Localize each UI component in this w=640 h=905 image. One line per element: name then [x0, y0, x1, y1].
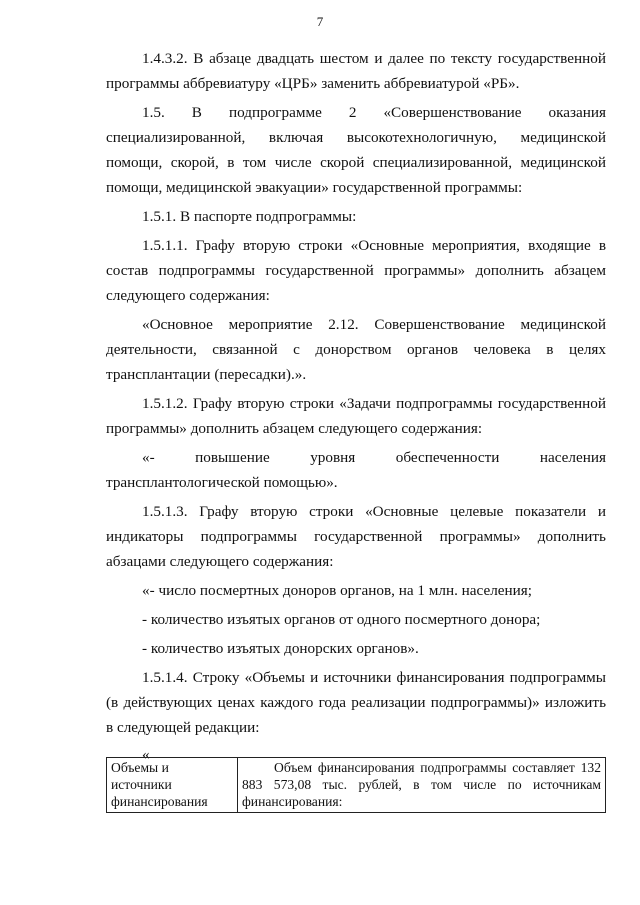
paragraph-1-5: 1.5. В подпрограмме 2 «Совершенствование оказания специализированной, включая высокотехнологичную, медицинской помощи, скорой, в том числе скорой специализированной, медицинской помощи, медицинской эвакуации» государственной программы: [106, 104, 606, 196]
finance-value-cell [238, 758, 606, 813]
indicator-item-1: «- число посмертных доноров органов, на 1 млн. населения; [142, 582, 532, 599]
table-row [107, 758, 606, 813]
indicator-item-3: - количество изъятых донорских органов». [142, 640, 419, 657]
quoted-task: «- повышение уровня обеспеченности населения трансплантологической помощью». [106, 449, 606, 491]
indicator-item-2: - количество изъятых органов от одного посмертного донора; [142, 611, 541, 628]
finance-table [106, 757, 606, 813]
paragraph-1-5-1: 1.5.1. В паспорте подпрограммы: [142, 208, 357, 225]
paragraph-1-5-1-2: 1.5.1.2. Графу вторую строки «Задачи подпрограммы государственной программы» дополнить абзацем следующего содержания: [106, 395, 606, 437]
opening-quote-mark: « [142, 746, 150, 763]
paragraph-1-5-1-3: 1.5.1.3. Графу вторую строки «Основные целевые показатели и индикаторы подпрограммы государственной программы» дополнить абзацами следующего содержания: [106, 503, 606, 570]
finance-label-cell: Объемы и источники финансирования [107, 758, 238, 813]
quoted-main-measure: «Основное мероприятие 2.12. Совершенствование медицинской деятельности, связанной с донорством органов человека в целях трансплантации (пересадки).». [106, 316, 606, 383]
document-body [106, 46, 606, 766]
paragraph-1-5-1-4: 1.5.1.4. Строку «Объемы и источники финансирования подпрограммы (в действующих ценах каждого года реализации подпрограммы)» изложить в следующей редакции: [106, 669, 606, 736]
paragraph-1-5-1-1: 1.5.1.1. Графу вторую строки «Основные мероприятия, входящие в состав подпрограммы государственной программы» дополнить абзацем следующего содержания: [106, 237, 606, 304]
page-number: 7 [316, 14, 324, 29]
paragraph-1-4-3-2: 1.4.3.2. В абзаце двадцать шестом и далее по тексту государственной программы аббревиатуру «ЦРБ» заменить аббревиатурой «РБ». [106, 50, 606, 92]
finance-value-text: Объем финансирования подпрограммы составляет 132 883 573,08 тыс. рублей, в том числе по источникам финансирования: [242, 760, 601, 809]
